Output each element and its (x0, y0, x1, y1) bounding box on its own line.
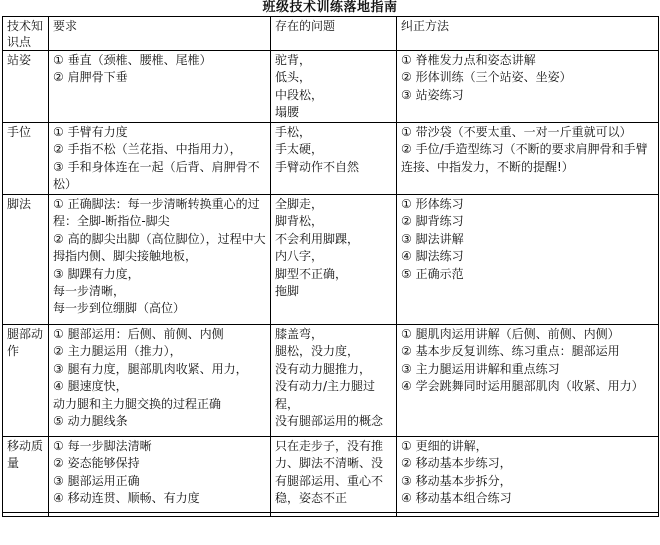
guide-table (2, 16, 659, 517)
header-problems: 存在的问题 (271, 17, 397, 51)
header-requirements: 要求 (49, 17, 271, 51)
header-corrections: 纠正方法 (397, 17, 659, 51)
corrections-cell: ① 脊椎发力点和姿态讲解 ② 形体训练（三个站姿、坐姿） ③ 站姿练习 (397, 51, 659, 123)
table-row (3, 51, 659, 123)
header-row (3, 17, 659, 51)
problems-cell: 只在走步子，没有推力、脚法不清晰、没有腿部运用、重心不稳，姿态不正 (271, 437, 397, 513)
table-row (3, 123, 659, 195)
corrections-cell: ① 更细的讲解， ② 移动基本步练习， ③ 移动基本步拆分， ④ 移动基本组合练习 (397, 437, 659, 513)
topic-cell: 站姿 (3, 51, 49, 123)
requirements-cell: ① 每一步脚法清晰 ② 姿态能够保持 ③ 腿部运用正确 ④ 移动连贯、顺畅、有力度 (49, 437, 271, 513)
problems-cell: 手松， 手太硬， 手臂动作不自然 (271, 123, 397, 195)
requirements-cell: ① 正确脚法：每一步清晰转换重心的过程：全脚-断指位-脚尖 ② 高的脚尖出脚（高位脚位），过程中大拇指内侧、脚尖接触地板， ③ 脚踝有力度， 每一步清晰， 每一步到位绷脚（高位） (49, 195, 271, 325)
topic-cell: 手位 (3, 123, 49, 195)
requirements-cell: ① 垂直（颈椎、腰椎、尾椎） ② 肩胛骨下垂 (49, 51, 271, 123)
problems-cell: 驼背， 低头， 中段松， 塌腰 (271, 51, 397, 123)
topic-cell: 移动质量 (3, 437, 49, 513)
corrections-cell: ① 腿肌肉运用讲解（后侧、前侧、内侧） ② 基本步反复训练、练习重点：腿部运用 ③ 主力腿运用讲解和重点练习 ④ 学会跳舞同时运用腿部肌肉（收紧、用力） (397, 325, 659, 437)
problems-cell: 全脚走， 脚背松， 不会利用脚踝， 内八字， 脚型不正确， 拖脚 (271, 195, 397, 325)
problems-cell: 膝盖弯， 腿松，没力度， 没有动力腿推力， 没有动力/主力腿过程， 没有腿部运用的概念 (271, 325, 397, 437)
topic-cell: 脚法 (3, 195, 49, 325)
header-topic: 技术知识点 (3, 17, 49, 51)
requirements-cell: ① 手臂有力度 ② 手指不松（兰花指、中指用力）， ③ 手和身体连在一起（后背、肩胛骨不松） (49, 123, 271, 195)
requirements-cell: ① 腿部运用：后侧、前侧、内侧 ② 主力腿运用（推力）， ③ 腿有力度，腿部肌肉收紧、用力， ④ 腿速度快， 动力腿和主力腿交换的过程正确 ⑤ 动力腿线条 (49, 325, 271, 437)
table-row-cutoff (3, 513, 659, 517)
topic-cell: 腿部动作 (3, 325, 49, 437)
table-row (3, 325, 659, 437)
corrections-cell: ① 形体练习 ② 脚背练习 ③ 脚法讲解 ④ 脚法练习 ⑤ 正确示范 (397, 195, 659, 325)
table-row (3, 195, 659, 325)
corrections-cell: ① 带沙袋（不要太重、一对一斤重就可以） ② 手位/手造型练习（不断的要求肩胛骨和手臂连接、中指发力，不断的提醒!） (397, 123, 659, 195)
table-row (3, 437, 659, 513)
page-title: 班级技术训练落地指南 (262, 0, 398, 15)
